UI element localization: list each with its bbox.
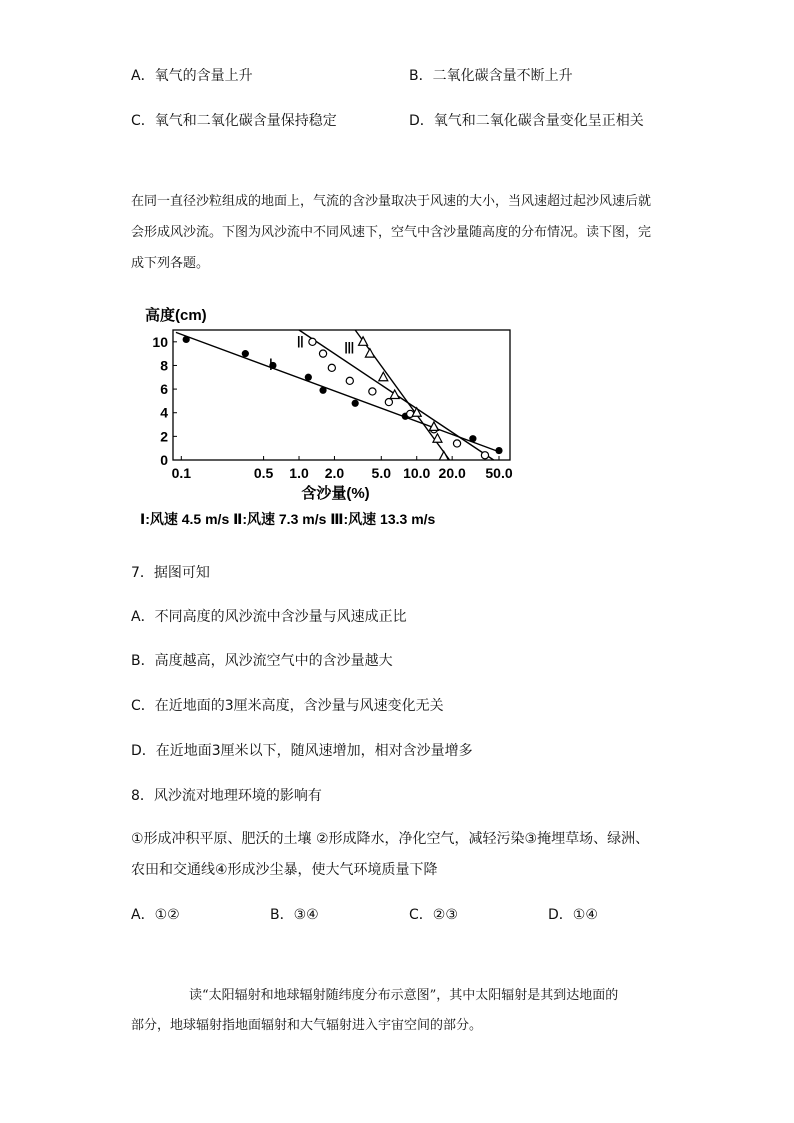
y-tick-label: 2	[160, 428, 168, 445]
y-tick-label: 4	[160, 404, 168, 421]
q6-option-c: C．氧气和二氧化碳含量保持稳定	[131, 113, 337, 129]
point-series-II	[369, 388, 376, 395]
y-tick-label: 8	[160, 357, 168, 374]
q8-option-c: C．②③	[409, 907, 458, 923]
q7-option-a: A．不同高度的风沙流中含沙量与风速成正比	[131, 609, 407, 625]
x-tick-label: 2.0	[324, 465, 345, 481]
q6-option-d: D．氧气和二氧化碳含量变化呈正相关	[409, 113, 644, 129]
x-tick-label: 20.0	[438, 465, 466, 481]
sand-flow-chart	[140, 300, 540, 530]
x-tick-label: 5.0	[371, 465, 392, 481]
x-axis-title: 含沙量(%)	[301, 485, 370, 502]
point-series-I	[495, 447, 502, 454]
q6-option-a: A．氧气的含量上升	[131, 68, 253, 84]
y-tick-label: 10	[152, 333, 168, 350]
q7-option-c: C．在近地面的3厘米高度，含沙量与风速变化无关	[131, 698, 444, 714]
point-series-II	[309, 338, 316, 345]
q8-option-a: A．①②	[131, 907, 180, 923]
x-tick-label: 10.0	[403, 465, 431, 481]
point-series-III	[365, 349, 374, 358]
q6-option-b: B．二氧化碳含量不断上升	[409, 68, 573, 84]
chart-fit-lines	[176, 330, 499, 460]
x-tick-label: 1.0	[289, 465, 309, 481]
point-series-I	[319, 387, 326, 394]
x-tick-label: 0.5	[253, 465, 274, 481]
point-series-I	[469, 435, 476, 442]
point-series-II	[385, 398, 392, 405]
point-series-II	[319, 350, 326, 357]
point-series-I	[305, 374, 312, 381]
point-series-I	[352, 400, 359, 407]
point-series-III	[359, 337, 368, 346]
x-tick-label: 0.1	[171, 465, 192, 481]
q8-items-line1: ①形成冲积平原、肥沃的土壤 ②形成降水，净化空气，减轻污染③掩埋草场、绿洲、	[131, 831, 650, 847]
next-passage-line1: 读“太阳辐射和地球辐射随纬度分布示意图”，其中太阳辐射是其到达地面的	[189, 988, 619, 1003]
next-passage-line2: 部分，地球辐射指地面辐射和大气辐射进入宇宙空间的部分。	[131, 1018, 483, 1033]
y-axis-title: 高度(cm)	[145, 307, 207, 324]
q7-option-b: B．高度越高，风沙流空气中的含沙量越大	[131, 653, 393, 669]
point-series-II	[328, 364, 335, 371]
y-tick-label: 6	[160, 381, 168, 398]
fit-line-Ⅰ	[176, 332, 499, 451]
chart-data-points	[183, 336, 503, 460]
series-label-Ⅲ: Ⅲ	[343, 340, 355, 358]
q8-option-d: D．①④	[548, 907, 598, 923]
series-label-Ⅰ: Ⅰ	[268, 357, 274, 375]
point-series-II	[453, 440, 460, 447]
y-tick-label: 0	[160, 452, 168, 468]
point-series-II	[481, 452, 488, 459]
series-label-Ⅱ: Ⅱ	[296, 334, 305, 352]
point-series-II	[346, 377, 353, 384]
q7-option-d: D．在近地面3厘米以下，随风速增加，相对含沙量增多	[131, 743, 473, 759]
q8-option-b: B．③④	[270, 907, 319, 923]
point-series-I	[242, 350, 249, 357]
point-series-I	[183, 336, 190, 343]
chart-legend: Ⅰ:风速 4.5 m/s Ⅱ:风速 7.3 m/s Ⅲ:风速 13.3 m/s	[140, 511, 436, 527]
x-tick-label: 50.0	[485, 465, 513, 481]
q8-stem: 8．风沙流对地理环境的影响有	[131, 788, 322, 804]
q7-stem: 7．据图可知	[131, 565, 210, 581]
intro-paragraph: 在同一直径沙粒组成的地面上，气流的含沙量取决于风速的大小，当风速超过起沙风速后就会形成风沙流。下图为风沙流中不同风速下，空气中含沙量随高度的分布情况。读下图，完成下列各题。	[131, 194, 652, 271]
q8-items-line2: 农田和交通线④形成沙尘暴，使大气环境质量下降	[131, 862, 438, 878]
